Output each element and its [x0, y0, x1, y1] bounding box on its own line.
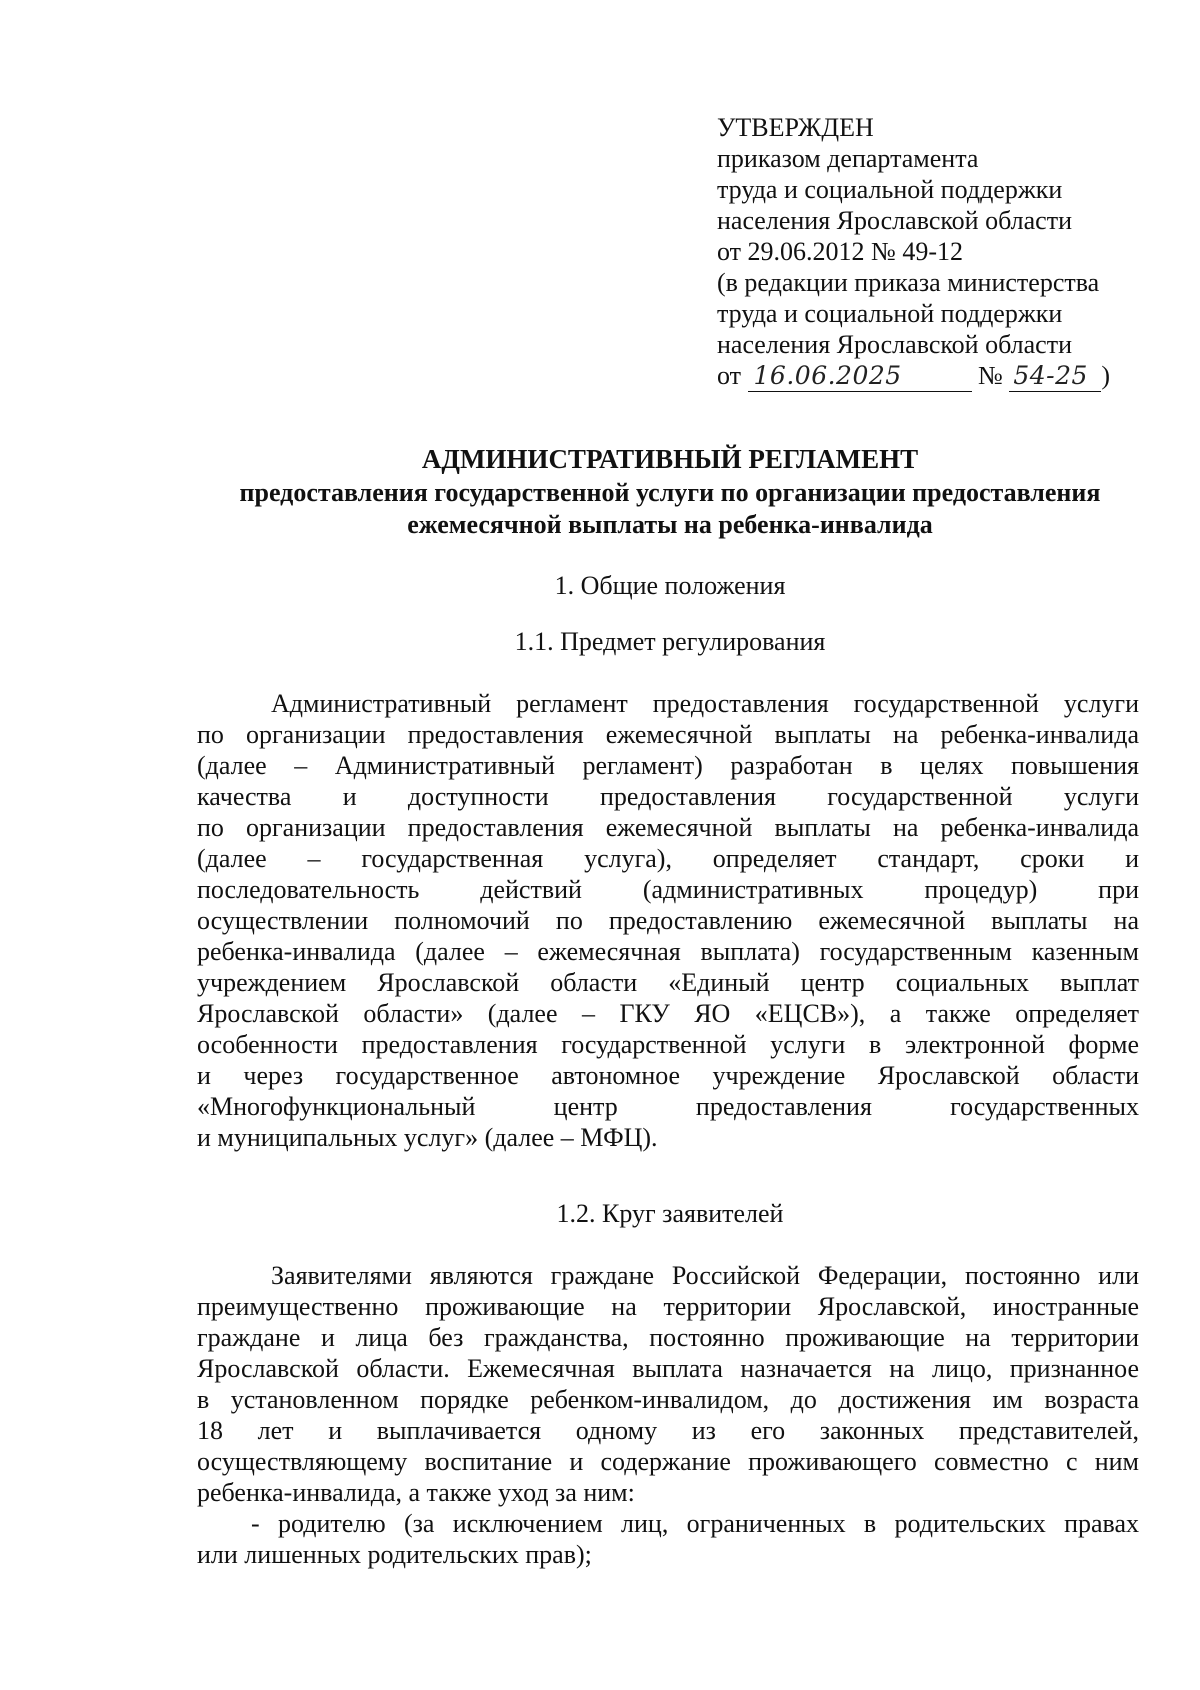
text-line: в установленном порядке ребенком-инвалидом, до достижения им возраста	[197, 1385, 1139, 1414]
approval-line: населения Ярославской области	[717, 330, 1072, 359]
paragraph-applicants	[197, 1260, 1139, 1570]
approval-stamp	[717, 112, 1147, 392]
approval-line: (в редакции приказа министерства	[717, 268, 1100, 297]
approval-date-line	[717, 360, 1147, 392]
handwritten-number: 54-25	[1009, 360, 1101, 392]
subsection-heading: 1.1. Предмет регулирования	[514, 627, 826, 656]
approval-title: УТВЕРЖДЕН	[717, 113, 874, 142]
text-line: и муниципальных услуг» (далее – МФЦ).	[197, 1123, 658, 1152]
subsection-heading: 1.2. Круг заявителей	[556, 1199, 784, 1228]
text-line: «Многофункциональный центр предоставления государственных	[197, 1092, 1139, 1121]
text-line: Административный регламент предоставления государственной услуги	[271, 689, 1139, 718]
document-title: АДМИНИСТРАТИВНЫЙ РЕГЛАМЕНТ	[421, 444, 919, 474]
text-line: (далее – Административный регламент) разработан в целях повышения	[197, 751, 1139, 780]
text-line: ребенка-инвалида, а также уход за ним:	[197, 1478, 635, 1507]
approval-line: труда и социальной поддержки	[717, 175, 1063, 204]
text-line: Ярославской области» (далее – ГКУ ЯО «ЕЦСВ»), а также определяет	[197, 999, 1139, 1028]
document-subtitle: ежемесячной выплаты на ребенка-инвалида	[407, 510, 933, 539]
approval-line: населения Ярославской области	[717, 206, 1072, 235]
text-line: 18 лет и выплачивается одному из его законных представителей,	[197, 1416, 1139, 1445]
text-line: (далее – государственная услуга), определяет стандарт, сроки и	[197, 844, 1139, 873]
document-subtitle: предоставления государственной услуги по организации предоставления	[239, 478, 1101, 507]
paragraph-subject	[197, 688, 1139, 1153]
approval-line: приказом департамента	[717, 144, 979, 173]
text-line: Ярославской области. Ежемесячная выплата назначается на лицо, признанное	[197, 1354, 1139, 1383]
closing-paren: )	[1101, 361, 1111, 390]
text-line: или лишенных родительских прав);	[197, 1540, 592, 1569]
document-title-block	[160, 443, 1180, 541]
text-line: по организации предоставления ежемесячной выплаты на ребенка-инвалида	[197, 720, 1139, 749]
text-line: по организации предоставления ежемесячной выплаты на ребенка-инвалида	[197, 813, 1139, 842]
text-line: и через государственное автономное учреждение Ярославской области	[197, 1061, 1139, 1090]
section-heading: 1. Общие положения	[554, 571, 786, 600]
text-line: осуществляющему воспитание и содержание проживающего совместно с ним	[197, 1447, 1139, 1476]
text-line: качества и доступности предоставления государственной услуги	[197, 782, 1139, 811]
approval-line: от 29.06.2012 № 49-12	[717, 237, 963, 266]
text-line: граждане и лица без гражданства, постоянно проживающие на территории	[197, 1323, 1139, 1352]
text-line: - родителю (за исключением лиц, ограниченных в родительских правах	[251, 1509, 1139, 1538]
text-line: преимущественно проживающие на территории Ярославской, иностранные	[197, 1292, 1139, 1321]
text-line: ребенка-инвалида (далее – ежемесячная выплата) государственным казенным	[197, 937, 1139, 966]
number-sign: №	[978, 361, 1003, 390]
text-line: Заявителями являются граждане Российской Федерации, постоянно или	[271, 1261, 1139, 1290]
text-line: особенности предоставления государственной услуги в электронной форме	[197, 1030, 1139, 1059]
approval-line: труда и социальной поддержки	[717, 299, 1063, 328]
handwritten-date: 16.06.2025	[748, 360, 972, 392]
text-line: учреждением Ярославской области «Единый центр социальных выплат	[197, 968, 1139, 997]
text-line: последовательность действий (административных процедур) при	[197, 875, 1139, 904]
text-line: осуществлении полномочий по предоставлению ежемесячной выплаты на	[197, 906, 1139, 935]
approval-date-prefix: от	[717, 361, 742, 390]
